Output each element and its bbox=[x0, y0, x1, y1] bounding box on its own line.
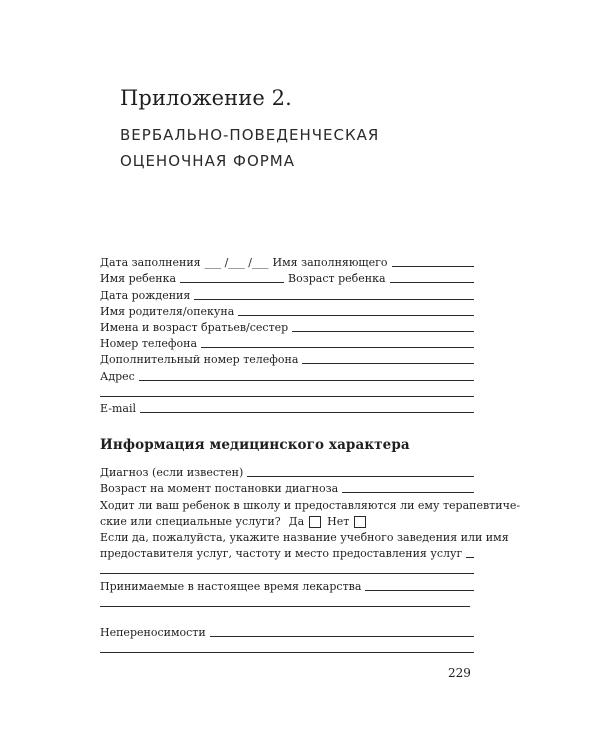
email-field[interactable] bbox=[140, 412, 474, 413]
school-question-line-1: Ходит ли ваш ребенок в школу и предоставляются ли ему терапевтиче- bbox=[100, 498, 521, 512]
email-row bbox=[100, 400, 474, 416]
parent-name-label: Имя родителя/опекуна bbox=[100, 304, 235, 318]
intolerances-field[interactable] bbox=[210, 636, 474, 637]
extra-phone-row bbox=[100, 351, 474, 367]
if-yes-line-2: предоставителя услуг, частоту и место предоставления услуг bbox=[100, 547, 463, 561]
date-row bbox=[100, 254, 474, 270]
email-label: E-mail bbox=[100, 401, 136, 415]
diagnosis-age-label: Возраст на момент постановки диагноза bbox=[100, 482, 339, 496]
form-title-line-2: ОЦЕНОЧНАЯ ФОРМА bbox=[120, 152, 295, 170]
address-extra-field[interactable] bbox=[100, 396, 474, 397]
child-age-label: Возраст ребенка bbox=[288, 272, 386, 286]
child-row bbox=[100, 270, 474, 286]
diagnosis-field[interactable] bbox=[247, 476, 474, 477]
medical-section bbox=[100, 464, 521, 610]
child-name-field[interactable] bbox=[180, 282, 284, 283]
intolerances-label: Непереносимости bbox=[100, 626, 206, 640]
birth-date-field[interactable] bbox=[194, 299, 474, 300]
yes-label: Да bbox=[288, 514, 305, 528]
no-checkbox[interactable] bbox=[354, 516, 366, 528]
medications-field[interactable] bbox=[365, 590, 474, 591]
if-yes-row-1 bbox=[100, 529, 509, 545]
phone-field[interactable] bbox=[201, 347, 474, 348]
birth-date-row bbox=[100, 286, 474, 302]
intolerances-row bbox=[100, 624, 474, 640]
address-field[interactable] bbox=[139, 380, 474, 381]
diagnosis-label: Диагноз (если известен) bbox=[100, 466, 244, 480]
address-label: Адрес bbox=[100, 369, 135, 383]
filler-name-label: Имя заполняющего bbox=[272, 256, 388, 270]
address-row bbox=[100, 367, 474, 383]
appendix-title: Приложение 2. bbox=[120, 86, 292, 110]
diagnosis-row bbox=[100, 464, 474, 480]
siblings-field[interactable] bbox=[292, 331, 474, 332]
service-provider-extra-field[interactable] bbox=[100, 573, 474, 574]
diagnosis-age-field[interactable] bbox=[342, 492, 474, 493]
diagnosis-age-row bbox=[100, 480, 474, 496]
service-provider-field[interactable] bbox=[466, 557, 474, 558]
date-blank[interactable]: ___ /___ /___ bbox=[204, 256, 269, 270]
siblings-row bbox=[100, 319, 474, 335]
school-question-line-2: ские или специальные услуги? bbox=[100, 514, 281, 528]
no-label: Нет bbox=[327, 514, 350, 528]
intolerances-extra-row bbox=[100, 640, 474, 656]
medications-extra-row bbox=[100, 594, 470, 610]
service-provider-extra-row bbox=[100, 561, 474, 577]
yes-checkbox[interactable] bbox=[309, 516, 321, 528]
phone-row bbox=[100, 335, 474, 351]
form-title-line-1: ВЕРБАЛЬНО-ПОВЕДЕНЧЕСКАЯ bbox=[120, 126, 380, 144]
intolerances-extra-field[interactable] bbox=[100, 652, 474, 653]
intolerances-section bbox=[100, 624, 474, 656]
parent-row bbox=[100, 303, 474, 319]
parent-name-field[interactable] bbox=[238, 315, 474, 316]
date-filled-label: Дата заполнения bbox=[100, 256, 201, 270]
school-question-row-1 bbox=[100, 496, 521, 512]
medical-heading: Информация медицинского характера bbox=[100, 437, 410, 453]
birth-date-label: Дата рождения bbox=[100, 288, 191, 302]
extra-phone-field[interactable] bbox=[302, 363, 474, 364]
child-age-field[interactable] bbox=[390, 282, 474, 283]
if-yes-line-1: Если да, пожалуйста, укажите название учебного заведения или имя bbox=[100, 530, 509, 544]
extra-phone-label: Дополнительный номер телефона bbox=[100, 353, 299, 367]
medications-extra-field[interactable] bbox=[100, 606, 470, 607]
filler-name-field[interactable] bbox=[392, 266, 474, 267]
address-extra-row bbox=[100, 384, 474, 400]
general-info-section bbox=[100, 254, 474, 416]
medications-row bbox=[100, 577, 474, 593]
school-question-row-2 bbox=[100, 513, 474, 529]
siblings-label: Имена и возраст братьев/сестер bbox=[100, 320, 289, 334]
form-title bbox=[120, 122, 379, 174]
page-number: 229 bbox=[448, 666, 471, 680]
child-name-label: Имя ребенка bbox=[100, 272, 177, 286]
phone-label: Номер телефона bbox=[100, 337, 198, 351]
medications-label: Принимаемые в настоящее время лекарства bbox=[100, 579, 362, 593]
if-yes-row-2 bbox=[100, 545, 474, 561]
